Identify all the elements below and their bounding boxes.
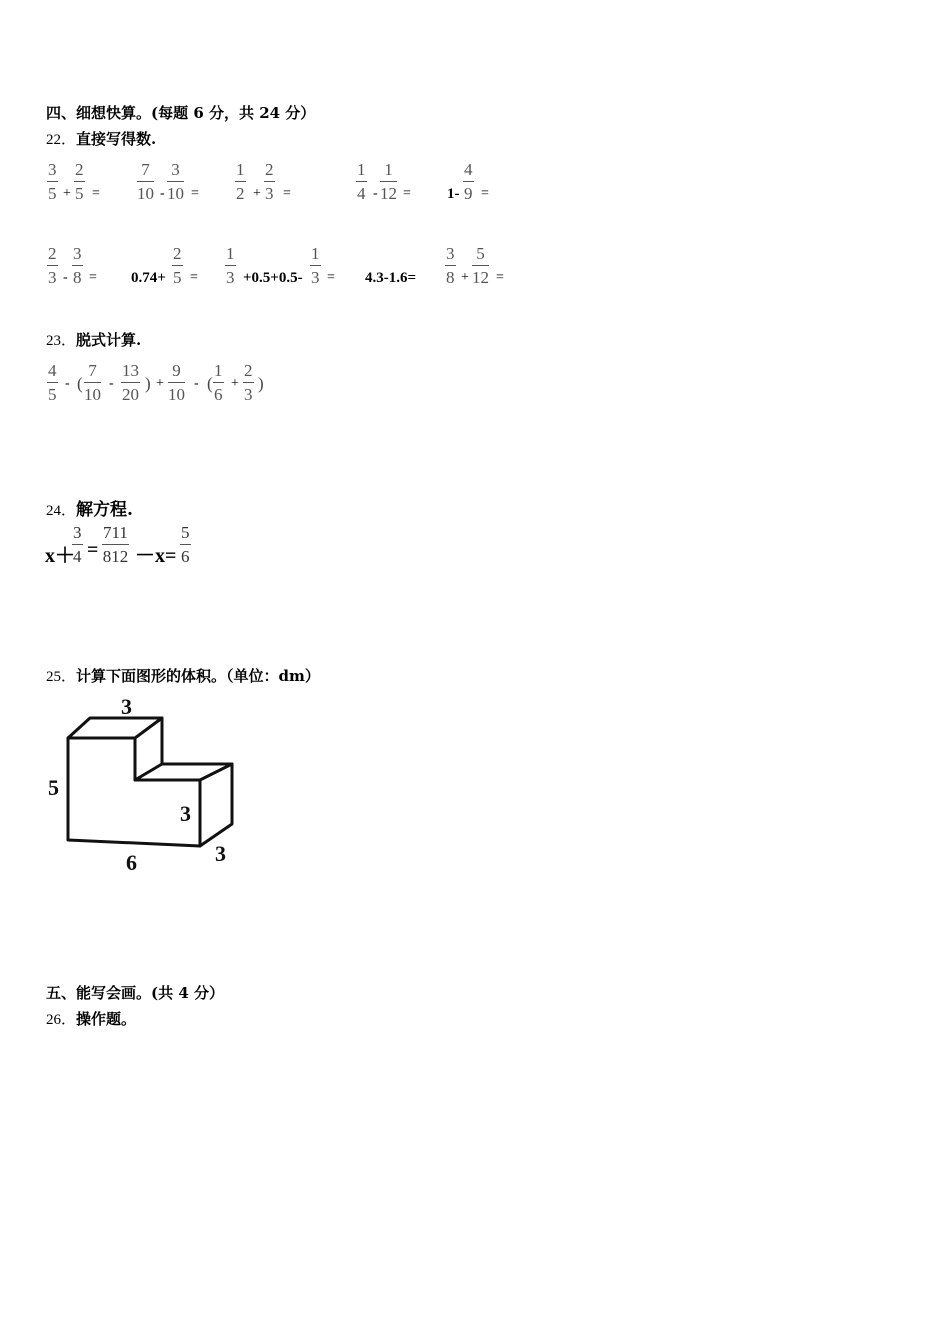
- equals: =: [327, 270, 335, 285]
- fraction: 2 3: [48, 244, 57, 287]
- fraction: 9 10: [168, 361, 185, 404]
- operator: +: [63, 186, 71, 201]
- operator: -: [373, 186, 378, 201]
- fraction: 3 5: [48, 160, 57, 203]
- fraction: 711 812: [102, 523, 129, 566]
- equals: =: [92, 186, 100, 201]
- operator: -: [160, 186, 165, 201]
- prefix-text: 0.74+: [131, 270, 166, 286]
- operator: -: [109, 376, 114, 391]
- fraction: 2 5: [173, 244, 182, 287]
- question-23: [46, 329, 141, 350]
- operator: +: [253, 186, 261, 201]
- fraction: 5 6: [181, 523, 190, 566]
- section-heading: 四、细想快算。(每题 6 分，共 24 分）: [46, 104, 316, 122]
- dimension-label-depth: 3: [215, 841, 226, 866]
- question-number: 23．: [46, 333, 77, 349]
- l-shaped-solid-figure: [40, 690, 260, 880]
- fraction: 1 6: [214, 361, 223, 404]
- fraction: 3 8: [73, 244, 82, 287]
- left-paren: (: [207, 374, 213, 393]
- fraction: 4 5: [48, 361, 57, 404]
- front-face: [68, 738, 200, 846]
- section-heading: 五、能写会画。(共 4 分）: [46, 984, 224, 1002]
- fraction: 1 12: [380, 160, 397, 203]
- equals: =: [403, 186, 411, 201]
- operator: +: [461, 270, 469, 285]
- question-number: 25．: [46, 669, 77, 685]
- dimension-label-left: 5: [48, 775, 59, 800]
- question-24: [46, 495, 133, 520]
- lower-top-face: [135, 764, 232, 780]
- question-number: 24．: [46, 503, 77, 519]
- operator: -: [65, 376, 70, 391]
- dimension-label-bottom: 6: [126, 850, 137, 875]
- question-title: 直接写得数.: [76, 130, 157, 148]
- equation-part: －x=: [135, 545, 177, 567]
- fraction: 1 3: [226, 244, 235, 287]
- fraction: 1 4: [357, 160, 366, 203]
- right-paren: ): [145, 374, 151, 393]
- left-paren: (: [77, 374, 83, 393]
- equals: =: [481, 186, 489, 201]
- upper-top-face: [68, 718, 162, 738]
- mid-text: +0.5+0.5-: [243, 270, 303, 286]
- fraction: 2 3: [244, 361, 253, 404]
- question-number: 22．: [46, 132, 77, 148]
- question-title: 脱式计算.: [76, 331, 142, 349]
- fraction: 2 5: [75, 160, 84, 203]
- question-title: 计算下面图形的体积。（单位：dm）: [76, 667, 320, 685]
- fraction: 7 10: [137, 160, 154, 203]
- equals: =: [283, 186, 291, 201]
- fraction: 3 10: [167, 160, 184, 203]
- equation-variable: x＋: [45, 545, 75, 567]
- expression-text: 4.3-1.6=: [365, 270, 417, 286]
- operator: +: [231, 376, 239, 391]
- question-number: 26．: [46, 1012, 77, 1028]
- fraction: 3 8: [446, 244, 455, 287]
- question-25: [46, 665, 320, 686]
- question-title: 操作题。: [76, 1010, 137, 1028]
- fraction: 3 4: [73, 523, 82, 566]
- equals: =: [191, 186, 199, 201]
- fraction: 5 12: [472, 244, 489, 287]
- equals: =: [87, 539, 99, 561]
- question-22: [46, 128, 156, 149]
- fraction: 7 10: [84, 361, 101, 404]
- fraction: 1 3: [311, 244, 320, 287]
- question-26: [46, 1008, 136, 1029]
- operator: -: [194, 376, 199, 391]
- question-title: 解方程.: [76, 500, 133, 520]
- equals: =: [496, 270, 504, 285]
- operator: +: [156, 376, 164, 391]
- fraction: 1 2: [236, 160, 245, 203]
- dimension-label-inner: 3: [180, 801, 191, 826]
- fraction: 13 20: [122, 361, 139, 404]
- equals: =: [190, 270, 198, 285]
- fraction: 4 9: [464, 160, 473, 203]
- prefix-text: 1-: [447, 186, 460, 202]
- operator: -: [63, 270, 68, 285]
- equals: =: [89, 270, 97, 285]
- dimension-label-top: 3: [121, 694, 132, 719]
- right-paren: ): [258, 374, 264, 393]
- fraction: 2 3: [265, 160, 274, 203]
